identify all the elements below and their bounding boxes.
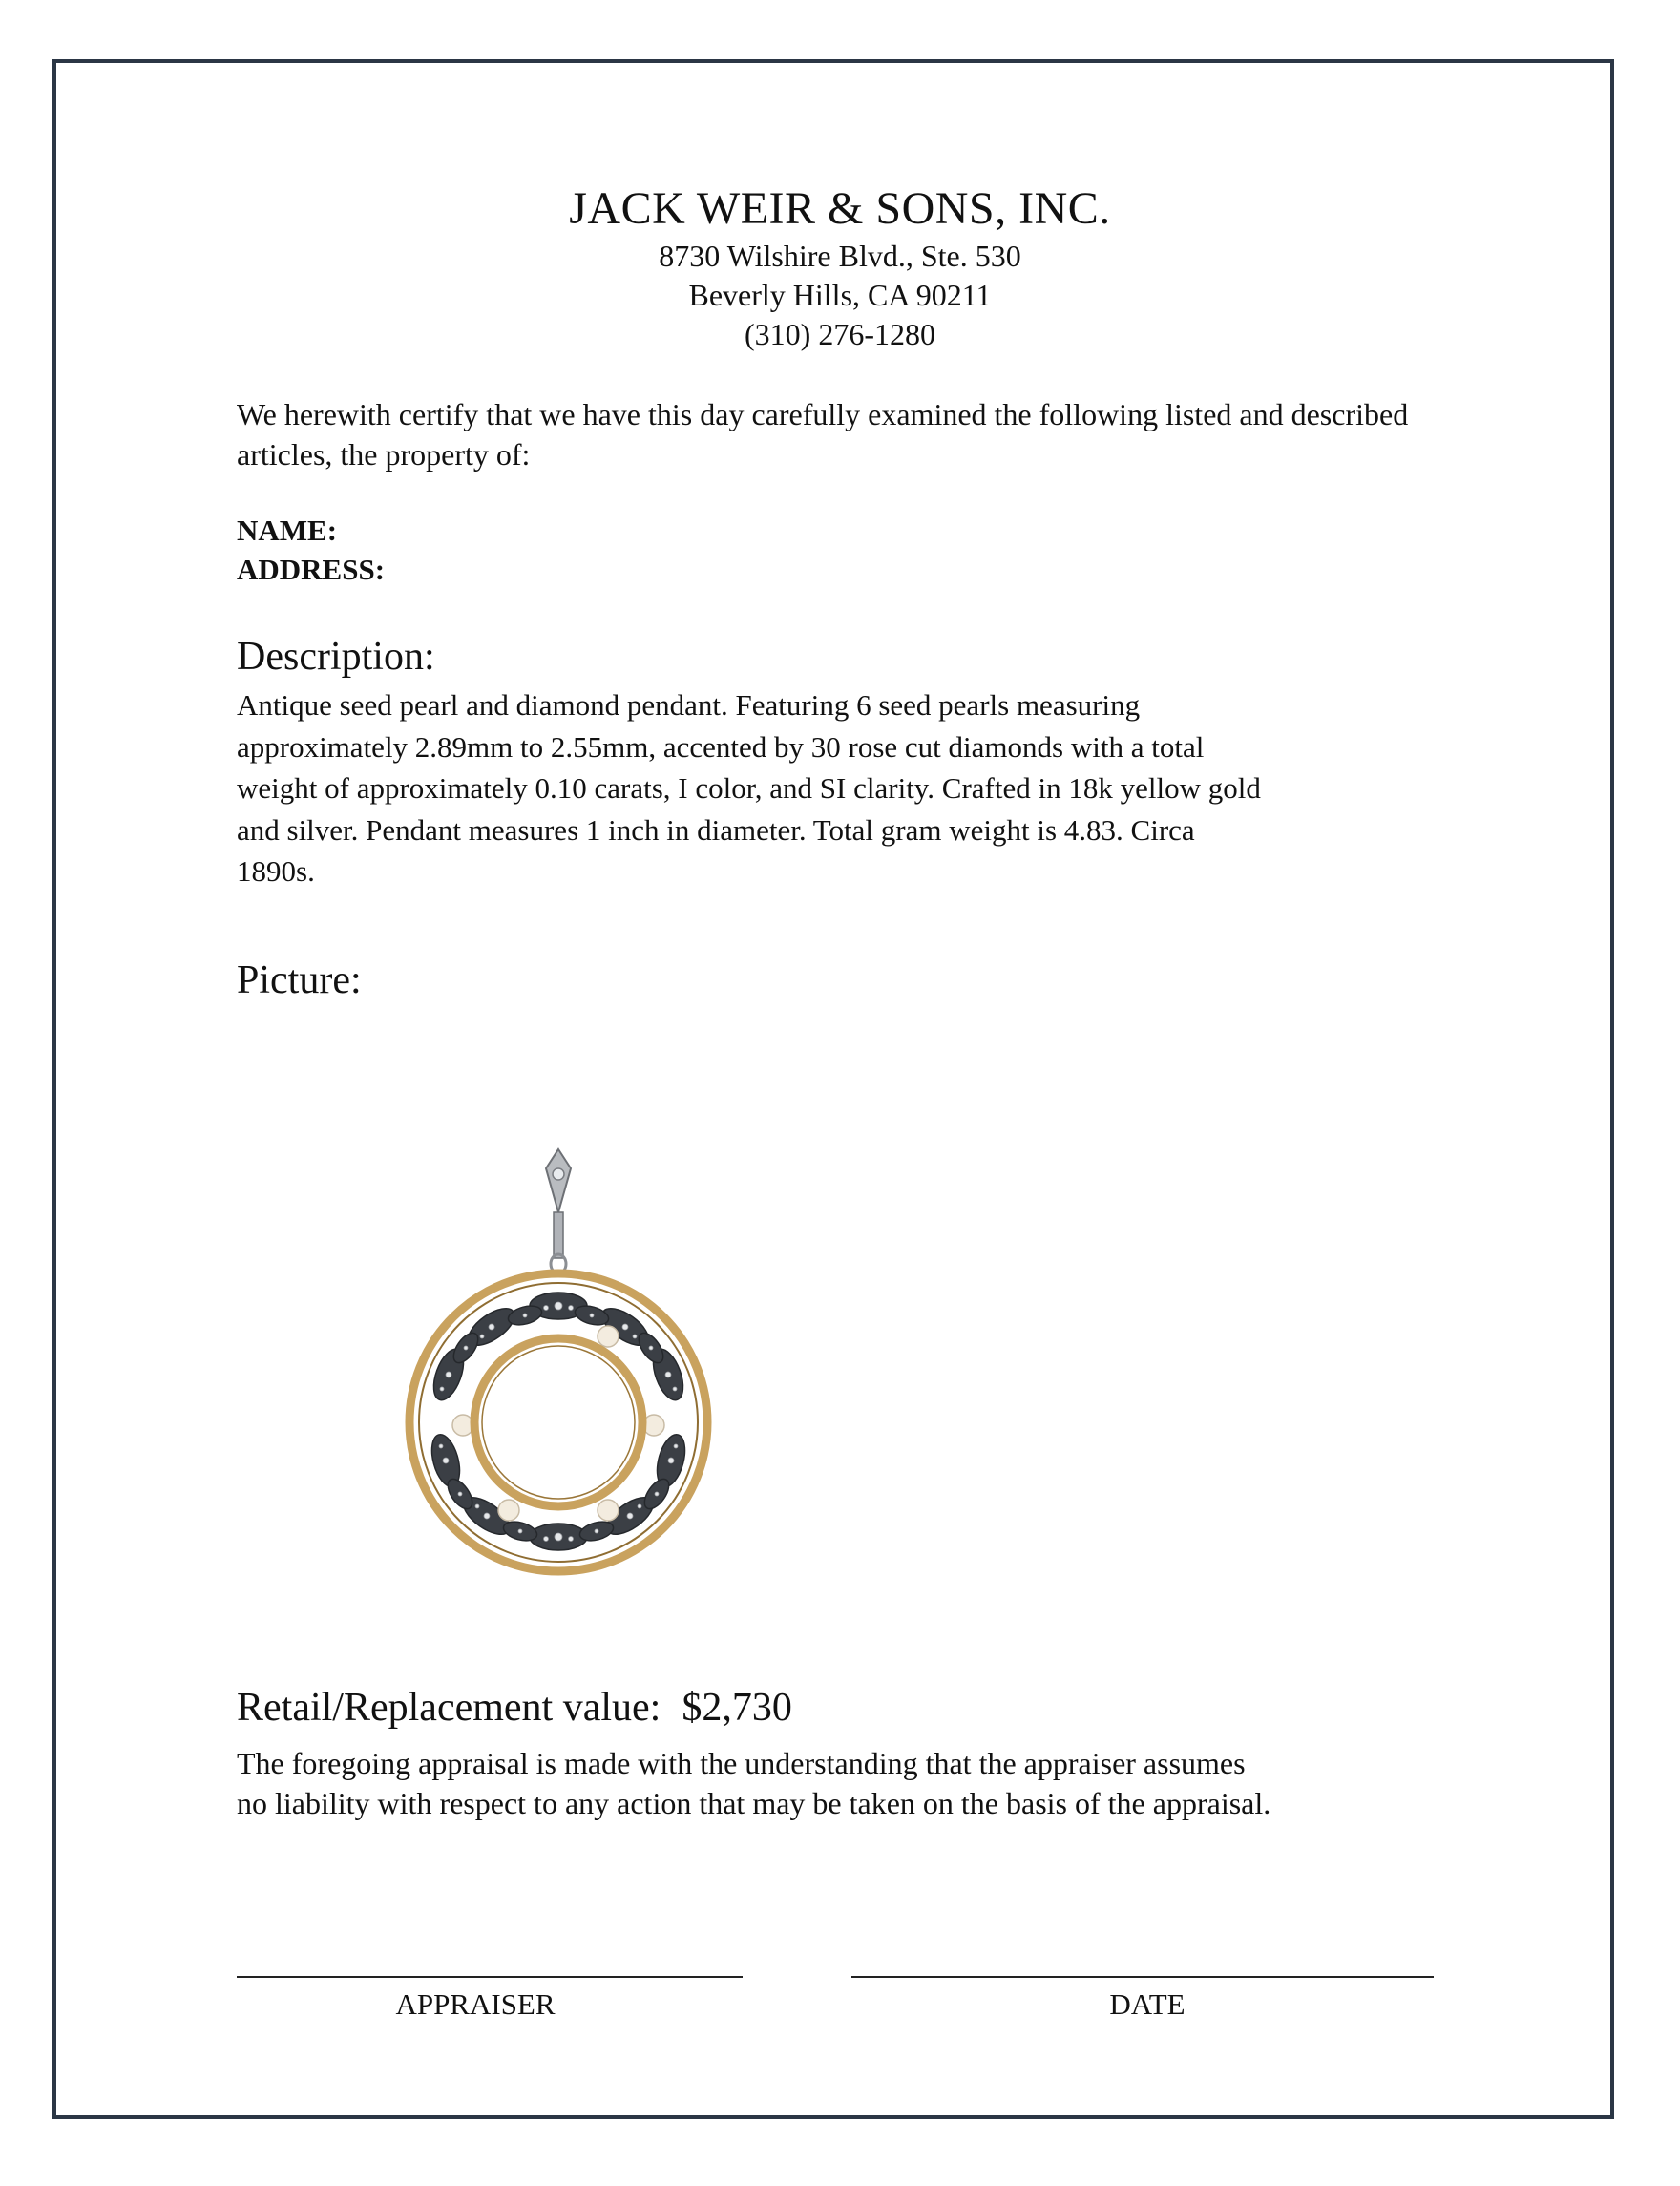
description-line: 1890s. (237, 854, 315, 888)
phone-number: (310) 276-1280 (745, 317, 935, 351)
inner-gold-ring (474, 1338, 642, 1506)
description-line: weight of approximately 0.10 carats, I color, and SI clarity. Crafted in 18k yellow gold (237, 771, 1261, 805)
owner-fields (237, 511, 1449, 589)
disclaimer-line: no liability with respect to any action that may be taken on the basis of the appraisal. (237, 1786, 1271, 1820)
value-amount: $2,730 (682, 1686, 792, 1730)
appraiser-label: APPRAISER (395, 1987, 556, 2021)
date-label: DATE (1109, 1987, 1186, 2021)
address-label: ADDRESS: (237, 553, 386, 586)
pendant-bail (546, 1149, 571, 1273)
description-text (237, 684, 1401, 893)
company-name: JACK WEIR & SONS, INC. (569, 183, 1111, 234)
disclaimer-line: The foregoing appraisal is made with the understanding that the appraiser assumes (237, 1746, 1246, 1780)
disclaimer (237, 1743, 1449, 1823)
address-line-1: 8730 Wilshire Blvd., Ste. 530 (659, 239, 1021, 273)
description-line: and silver. Pendant measures 1 inch in diameter. Total gram weight is 4.83. Circa (237, 812, 1195, 847)
picture-heading: Picture: (237, 958, 362, 1002)
address-line-2: Beverly Hills, CA 90211 (688, 278, 992, 312)
name-label: NAME: (237, 514, 338, 547)
certify-text: We herewith certify that we have this day carefully examined the following listed and described articles, the property of: (237, 397, 1409, 472)
date-signature-line (851, 1976, 1434, 1978)
letterhead (0, 181, 1680, 354)
description-line: approximately 2.89mm to 2.55mm, accented by 30 rose cut diamonds with a total (237, 729, 1205, 764)
pendant-image (401, 1146, 716, 1585)
description-heading: Description: (237, 635, 435, 679)
description-line: Antique seed pearl and diamond pendant. Featuring 6 seed pearls measuring (237, 688, 1141, 722)
value-label: Retail/Replacement value: (237, 1686, 662, 1730)
appraiser-signature-line (237, 1976, 743, 1978)
replacement-value (237, 1683, 1449, 1733)
